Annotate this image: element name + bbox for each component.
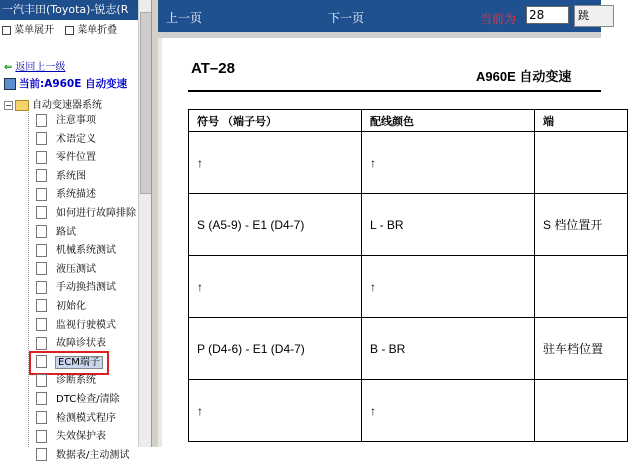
document-icon: [36, 244, 47, 257]
tree-item[interactable]: [36, 279, 136, 298]
tree-item-label: 数据表/主动测试: [56, 449, 130, 461]
document-top-edge: [158, 32, 601, 38]
document-icon: [36, 318, 47, 331]
column-header: 端: [535, 110, 628, 132]
document-icon: [36, 206, 47, 219]
tree-item-label: ECM端子: [58, 356, 100, 368]
tree-item[interactable]: [36, 205, 136, 224]
tree-item-label: 路试: [56, 226, 76, 238]
table-row: [189, 132, 628, 194]
document-icon: [36, 132, 47, 145]
table-cell: L - BR: [362, 194, 535, 256]
document-icon: [36, 262, 47, 275]
table-row: [189, 380, 628, 442]
table-cell: S 档位置开: [535, 194, 628, 256]
back-arrow-icon: ⇐: [4, 62, 13, 73]
tree-connector: [28, 112, 30, 447]
back-link[interactable]: ⇐ 返回上一级: [4, 62, 66, 73]
tree-item[interactable]: [36, 335, 136, 354]
tree-item[interactable]: [36, 224, 136, 243]
table-row: [189, 256, 628, 318]
tree-item[interactable]: [36, 149, 136, 168]
current-page-label: 当前为: [480, 12, 517, 26]
table-row: [189, 194, 628, 256]
left-scrollbar[interactable]: [138, 0, 152, 447]
tree-item[interactable]: [36, 317, 136, 336]
tree-item-label: 监视行驶模式: [56, 319, 116, 331]
tree-item-label: 失效保护表: [56, 431, 106, 443]
tree-item-label: 注意事项: [56, 115, 96, 126]
table-cell: ↑: [362, 380, 535, 442]
page-number-input[interactable]: [526, 6, 569, 24]
tree-item-label: 诊断系统: [56, 375, 96, 387]
document-icon: [36, 355, 47, 368]
tree-item-label: 术语定义: [56, 133, 96, 145]
document-icon: [36, 169, 47, 182]
document-view: [158, 32, 604, 447]
jump-button[interactable]: 跳: [574, 5, 614, 27]
table-cell: [535, 380, 628, 442]
tree-item-label: 手动换挡测试: [56, 282, 116, 294]
page-toolbar: [158, 0, 601, 32]
computer-icon: [4, 78, 16, 90]
pane-title: 一汽丰田(Toyota)-锐志(R: [0, 0, 142, 20]
tree-root-node[interactable]: − 自动变速器系统: [5, 100, 102, 111]
tree-item[interactable]: [36, 242, 136, 261]
document-icon: [36, 392, 47, 405]
document-icon: [36, 151, 47, 164]
terminal-table: [188, 109, 628, 442]
menu-collapse-button[interactable]: 菜单折叠: [65, 22, 117, 40]
tree-item[interactable]: [36, 428, 136, 447]
table-cell: [535, 132, 628, 194]
document-margin: [158, 38, 162, 447]
tree-item[interactable]: [36, 410, 136, 429]
folder-icon: [15, 100, 29, 111]
table-cell: [535, 256, 628, 318]
tree-item-label: 如何进行故障排除: [56, 207, 136, 219]
navigation-pane: [0, 0, 151, 461]
table-cell: ↑: [362, 256, 535, 318]
collapse-icon: [65, 26, 74, 35]
document-icon: [36, 337, 47, 350]
table-cell: P (D4-6) - E1 (D4-7): [189, 318, 362, 380]
tree-item[interactable]: [36, 261, 136, 280]
document-icon: [36, 448, 47, 461]
table-cell: S (A5-9) - E1 (D4-7): [189, 194, 362, 256]
menu-expand-button[interactable]: 菜单展开: [2, 22, 54, 40]
table-header-row: [189, 110, 628, 132]
tree-item-label: DTC检查/清除: [56, 393, 120, 405]
tree-list: [36, 112, 136, 465]
tree-item-label: 检测模式程序: [56, 412, 116, 424]
table-cell: ↑: [362, 132, 535, 194]
tree-item[interactable]: [36, 298, 136, 317]
prev-page-button[interactable]: 上一页: [166, 11, 203, 25]
header-rule: [188, 90, 601, 92]
document-icon: [36, 374, 47, 387]
tree-item[interactable]: [32, 354, 106, 373]
table-row: [189, 318, 628, 380]
document-icon: [36, 114, 47, 127]
document-icon: [36, 299, 47, 312]
next-page-button[interactable]: 下一页: [328, 11, 365, 25]
table-cell: ↑: [189, 132, 362, 194]
table-cell: ↑: [189, 380, 362, 442]
tree-item[interactable]: [36, 186, 136, 205]
tree-item-label: 故障诊状表: [56, 338, 106, 350]
column-header: 配线颜色: [362, 110, 535, 132]
collapse-node-icon[interactable]: −: [5, 100, 12, 110]
menu-bar: [0, 22, 140, 40]
section-title: A960E 自动变速: [476, 69, 572, 84]
tree-item[interactable]: [36, 447, 136, 465]
tree-item[interactable]: [36, 131, 136, 150]
tree-item-label: 液压测试: [56, 263, 96, 275]
table-cell: 驻车档位置: [535, 318, 628, 380]
column-header: 符号 （端子号）: [189, 110, 362, 132]
tree-item[interactable]: [36, 391, 136, 410]
document-icon: [36, 281, 47, 294]
tree-item-label: 系统描述: [56, 189, 96, 201]
tree-item-label: 初始化: [56, 300, 86, 312]
document-icon: [36, 430, 47, 443]
current-location: 当前:A960E 自动变速: [4, 76, 127, 91]
table-cell: B - BR: [362, 318, 535, 380]
table-cell: ↑: [189, 256, 362, 318]
tree-item[interactable]: [36, 112, 136, 131]
document-icon: [36, 188, 47, 201]
tree-item-label: 零件位置: [56, 152, 96, 164]
expand-icon: [2, 26, 11, 35]
page-code: AT–28: [191, 60, 235, 77]
document-icon: [36, 225, 47, 238]
document-icon: [36, 411, 47, 424]
tree-item-label: 机械系统测试: [56, 245, 116, 257]
tree-item[interactable]: [36, 168, 136, 187]
tree-item-label: 系统图: [56, 170, 86, 182]
tree-item[interactable]: [36, 372, 136, 391]
